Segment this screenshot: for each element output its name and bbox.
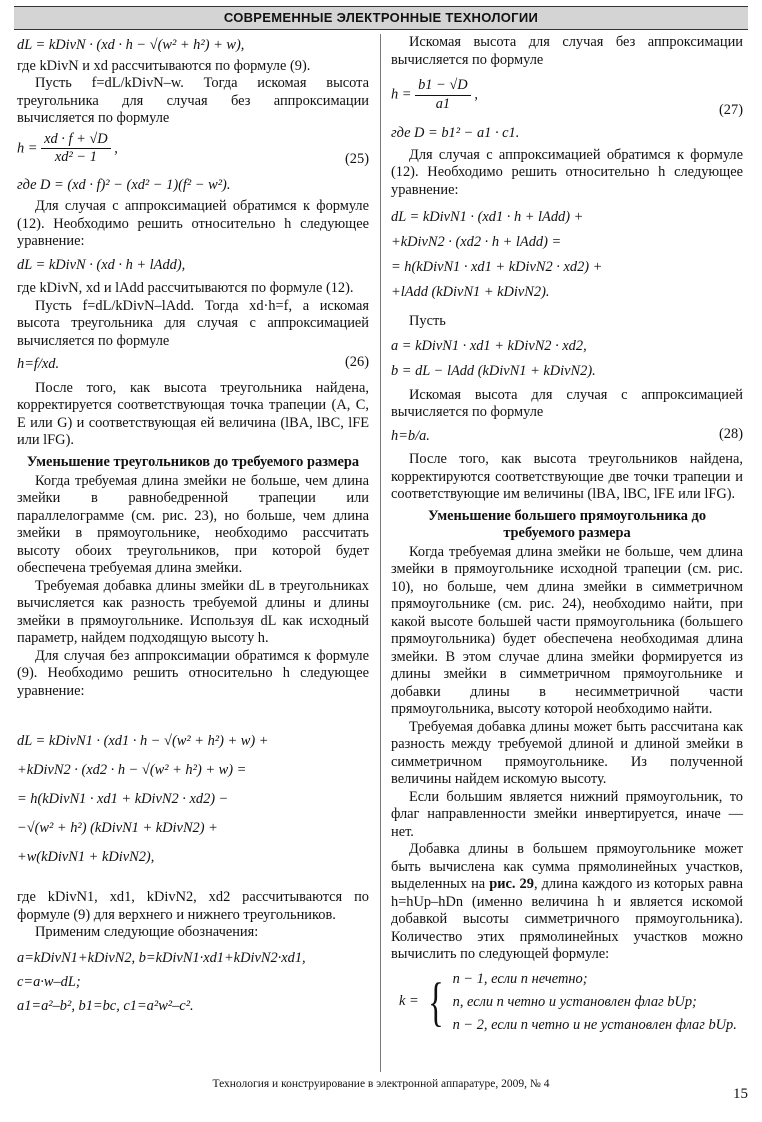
paragraph: Требуемая добавка длины змейки dL в треугольниках вычисляется как разность требуемой длины и длины змейки в прямоугольнике. Используя dL как исходный параметр, найдем подходящую высоту h.	[17, 577, 369, 646]
paragraph: Применим следующие обозначения:	[35, 924, 259, 940]
formula-big-system: dL = kDivN1 · (xd1 · h − √(w² + h²) + w) + +kDivN2 · (xd2 · h − √(w² + h²) + w) = = h(kDivN1 · xd1 + kDivN2 · xd2) − −√(w² + h²) (kDivN1 + kDivN2) + +w(kDivN1 + kDivN2),	[17, 733, 269, 865]
paragraph: Если большим является нижний прямоугольник, то флаг направленности змейки инвертируется, иначе — нет.	[391, 788, 743, 840]
journal-footer: Технология и конструирование в электронной аппаратуре, 2009, № 4	[212, 1078, 550, 1090]
cases: n − 1, если n нечетно; n, если n четно и установлен флаг bUp; n − 2, если n четно и не установлен флаг bUp.	[452, 970, 737, 1033]
paragraph: где kDivN, xd и lAdd рассчитываются по формуле (12).	[17, 280, 354, 296]
paragraph: Для случая с аппроксимацией обратимся к формуле (12). Необходимо решить относительно h следующее уравнение:	[391, 146, 743, 198]
fraction: $\frac{xd \cdot f + √D}{\text{xd² − 1}}$	[41, 131, 111, 167]
equation-number: (28)	[719, 425, 743, 442]
paragraph: Пусть	[409, 313, 446, 329]
paragraph: После того, как высота треугольника найдена, корректируется соответствующая точка трапеции (A, C, E или G) и соответствующая ей величина (lBA, lBC, lFE или lFG).	[17, 379, 369, 448]
formula-ab-defs: a = kDivN1 · xd1 + kDivN2 · xd2, b = dL − lAdd (kDivN1 + kDivN2).	[391, 337, 596, 379]
section-heading: Уменьшение треугольников до требуемого размера	[26, 453, 360, 470]
equation-number: (27)	[719, 101, 743, 118]
equation-number: (26)	[345, 354, 369, 370]
header-title: СОВРЕМЕННЫЕ ЭЛЕКТРОННЫЕ ТЕХНОЛОГИИ	[223, 10, 539, 25]
formula-dl-triangle: dL = kDivN · (xd · h − √(w² + h²) + w),	[17, 37, 245, 53]
figure-reference: рис. 29	[489, 876, 534, 892]
formula-27: h = $\frac{b1 - √D}{a1}$ , (27)	[391, 77, 743, 118]
paragraph: После того, как высота треугольников найдена, корректируются соответствующие две точки трапеции и соответствующие им величины (lBA, lBC, lFE или lFG).	[391, 451, 743, 502]
paragraph: Пусть f=dL/kDivN–lAdd. Тогда xd·h=f, а искомая высота треугольника для случая с аппроксимацией вычисляется по формуле	[17, 297, 369, 349]
paragraph: где kDivN1, xd1, kDivN2, xd2 рассчитываются по формуле (9) для верхнего и нижнего треугольников.	[17, 889, 369, 923]
left-column	[17, 34, 369, 1021]
paragraph: Добавка длины в большем прямоугольнике может быть вычислена как сумма прямолинейных участков, выделенных на рис. 29, длина каждого из которых равна h=hUp–hDn (именно величина h и является искомой добавкой высоты симметричного прямоугольника). Количество этих прямолинейных участков можно вычислить по следующей формуле:	[391, 841, 743, 962]
formula-26: h=f/xd. (26)	[17, 354, 369, 372]
right-column	[391, 34, 743, 1037]
formula-k-piecewise: k = { n − 1, если n нечетно; n, если n четно и установлен флаг bUp; n − 2, если n четно и не установлен флаг bUp.	[391, 968, 743, 1037]
formula-25: h = $\frac{xd \cdot f + √D}{\text{xd² − 1}}$ , (25)	[17, 130, 369, 167]
formula-dl-approx: dL = kDivN · (xd · h + lAdd),	[17, 256, 186, 273]
fraction: $\frac{b1 - √D}{a1}$	[415, 77, 471, 113]
definitions: a=kDivN1+kDivN2, b=kDivN1·xd1+kDivN2·xd1, c=a·w–dL; a1=a²–b², b1=bc, c1=a²w²–c².	[17, 949, 306, 1014]
paragraph: Когда требуемая длина змейки не больше, чем длина змейки в равнобедренной трапеции или параллелограмме (см. рис. 23), но больше, чем длина змейки в прямоугольнике, необходимо рассчитать высоту обоих треугольников, при которой будет обеспечена требуемая длина змейки.	[17, 472, 369, 576]
paragraph: Пусть f=dL/kDivN–w. Тогда искомая высота треугольника для случая без аппроксимации вычисляется по формуле	[17, 75, 369, 126]
paragraph: Искомая высота для случая с аппроксимацией вычисляется по формуле	[391, 386, 743, 420]
paragraph: Требуемая добавка длины может быть рассчитана как разность между требуемой длиной и длиной змейки в симметричном прямоугольнике. Из полученной величины найдем искомую высоту.	[391, 718, 743, 787]
column-divider	[380, 34, 381, 1072]
paragraph: Для случая с аппроксимацией обратимся к формуле (12). Необходимо решить относительно h следующее уравнение:	[17, 198, 369, 249]
equation-number: (25)	[345, 151, 369, 167]
paragraph: Для случая без аппроксимации обратимся к формуле (9). Необходимо решить относительно h следующее уравнение:	[17, 647, 369, 699]
formula-approx-system: dL = kDivN1 · (xd1 · h + lAdd) + +kDivN2 · (xd2 · h + lAdd) = = h(kDivN1 · xd1 + kDivN2 · xd2) + +lAdd (kDivN1 + kDivN2).	[391, 209, 603, 300]
paragraph: где D = (xd · f)² − (xd² − 1)(f² − w²).	[17, 176, 231, 193]
section-heading: Уменьшение большего прямоугольника до требуемого размера	[427, 507, 707, 541]
paragraph: где D = b1² − a1 · c1.	[391, 125, 520, 141]
page-header	[14, 6, 748, 30]
page-number: 15	[733, 1086, 748, 1102]
brace: {	[427, 972, 444, 1032]
paragraph: где kDivN и xd рассчитываются по формуле (9).	[17, 57, 311, 74]
paragraph: Искомая высота для случая без аппроксимации вычисляется по формуле	[391, 34, 743, 68]
formula-28: h=b/a. (28)	[391, 425, 743, 444]
paragraph: Когда требуемая длина змейки не больше, чем длина змейки в прямоугольнике исходной трапеции (см. рис. 10), но больше, чем длина змейки в симметричном прямоугольнике (см. рис. 24), необходимо найти, при какой высоте большей части прямоугольника (большего прямоугольника) будет обеспечена необходимая длина змейки. В этом случае длина змейки формируется из длины змейки в симметричном прямоугольнике и добавки длины в несимметричной части прямоугольника, высоту которой необходимо найти.	[391, 543, 743, 717]
